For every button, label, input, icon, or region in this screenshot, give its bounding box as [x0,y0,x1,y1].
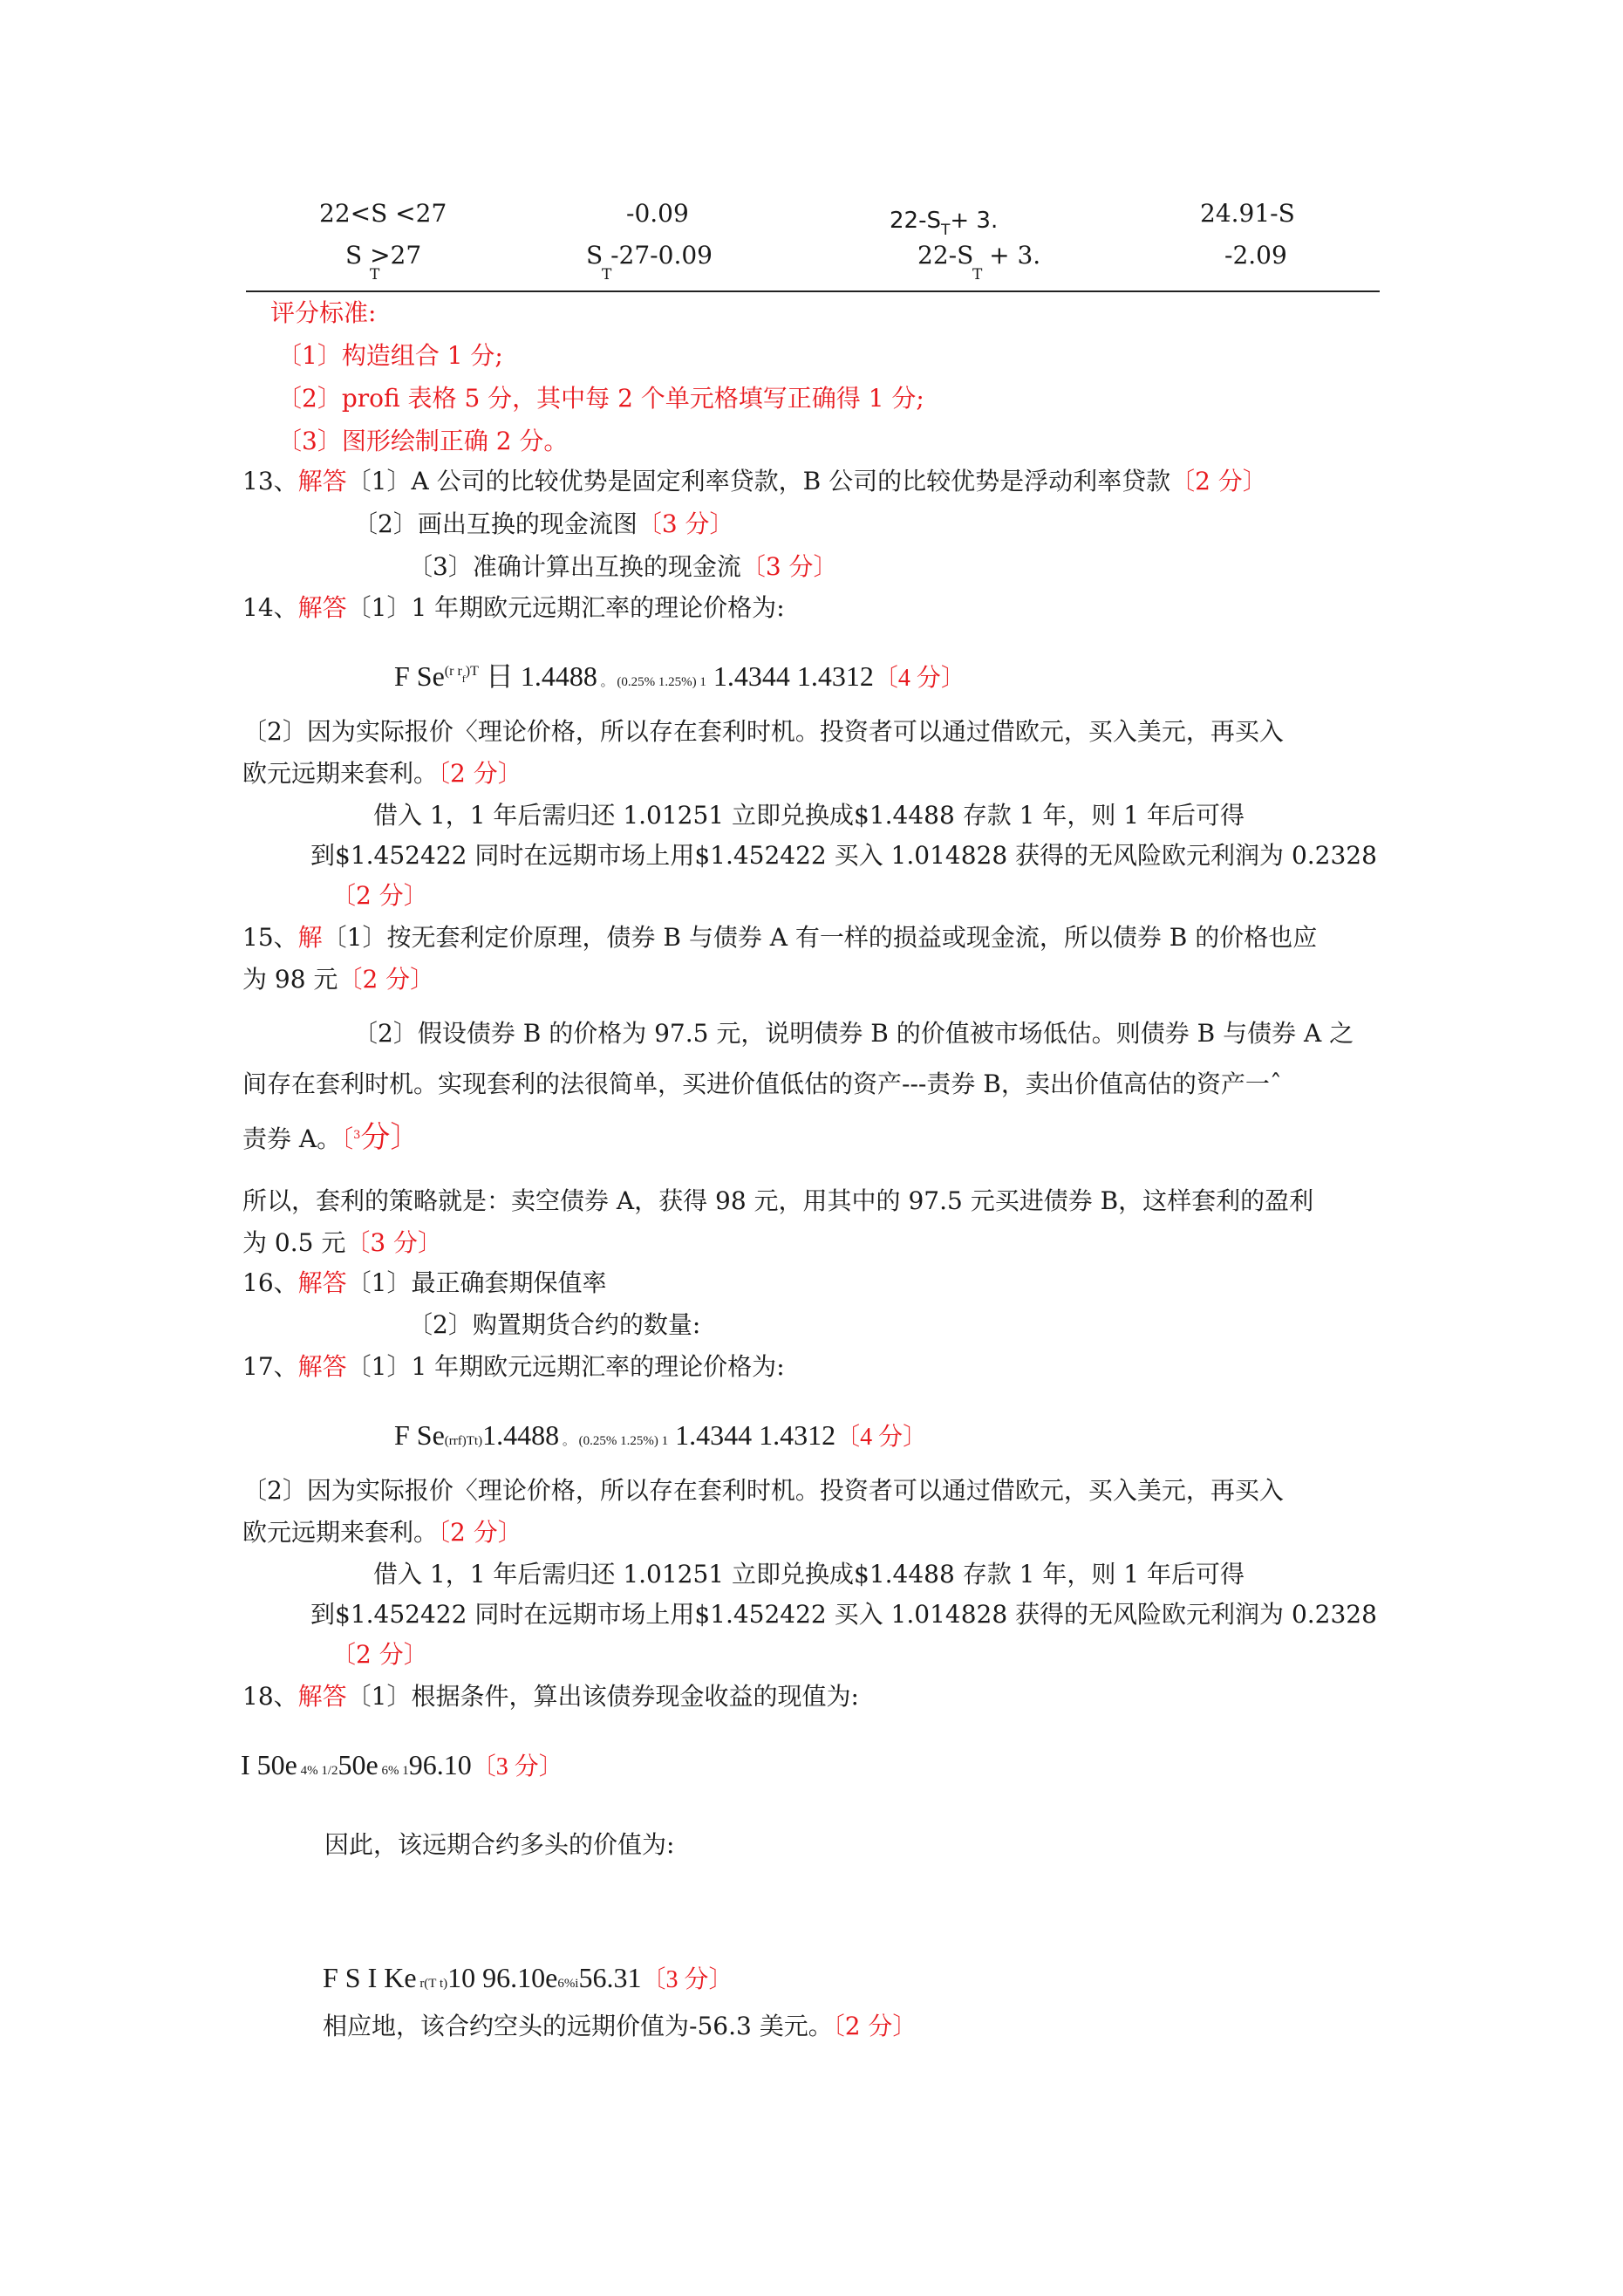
q17-para-2a: 〔2〕因为实际报价〈理论价格，所以存在套利时机。投资者可以通过借欧元，买入美元，再买入 [242,1476,1284,1505]
cell-value-2-4: -2.09 [1224,241,1287,270]
grading-title: 评分标准: [270,298,377,327]
q14-para-3: 借入 1，1 年后需归还 1.01251 立即兑换成$1.4488 存款 1 年，则 1 年后可得 [373,801,1245,830]
q15-line-2: 为 98 元〔2 分〕 [242,965,435,994]
cell-value-2-3-subscript: T [972,266,983,284]
q18-formula-2: F S I Ke r(T t)10 96.10e6%i56.31〔3 分〕 [323,1962,733,1993]
q15-para-2b: 间存在套利时机。实现套利的法很简单，买进价值低估的资产---责券 B，卖出价值高估的资产一ˆ [242,1069,1282,1098]
q18-formula-1: I 50e 4% 1/250e 6% 196.10〔3 分〕 [241,1749,563,1780]
q14-para-2a: 〔2〕因为实际报价〈理论价格，所以存在套利时机。投资者可以通过借欧元，买入美元，再买入 [242,717,1284,746]
cell-value-2-3: 22-S + 3. [917,241,1041,270]
q17-para-4-score: 〔2 分〕 [331,1640,428,1669]
cell-value-1-4: 24.91-S [1200,199,1295,228]
q13-line-3: 〔3〕准确计算出互换的现金流〔3 分〕 [408,552,838,581]
q17-para-4: 到$1.452422 同时在远期市场上用$1.452422 买入 1.014828 获得的无风险欧元利润为 0.2328 [310,1600,1377,1629]
q13-line-2: 〔2〕画出互换的现金流图〔3 分〕 [353,509,734,538]
q17-line-1: 17、解答〔1〕1 年期欧元远期汇率的理论价格为: [242,1352,785,1381]
q16-line-2: 〔2〕购置期货合约的数量: [408,1310,701,1339]
q15-para-3b: 为 0.5 元〔3 分〕 [242,1228,443,1257]
q15-para-2a: 〔2〕假设债券 B 的价格为 97.5 元，说明债券 B 的价值被市场低估。则债券 B 与债券 A 之 [353,1019,1354,1048]
q15-para-2c: 责券 A。〔$^3$分〕 [242,1120,420,1155]
table-bottom-rule [246,290,1380,292]
cell-range-2-subscript: T [370,266,380,284]
q17-para-2b: 欧元远期来套利。〔2 分〕 [242,1518,522,1547]
q14-para-2b: 欧元远期来套利。〔2 分〕 [242,759,522,788]
cell-value-2-2: S -27-0.09 [586,241,713,270]
grading-item-2: 〔2〕profi 表格 5 分，其中每 2 个单元格填写正确得 1 分; [277,384,924,413]
q14-formula: F $Se^{(r r}f^{)T}$ 日 1.4488 。 (0.25% 1.25%) 1 1.4344 1.4312〔4 分〕 [394,660,965,692]
q18-line-1: 18、解答〔1〕根据条件，算出该债券现金收益的现值为: [242,1682,859,1711]
cell-range-2: S >27 [345,241,422,270]
cell-value-2-2-subscript: T [602,266,612,284]
q13-line-1: 13、解答〔1〕A 公司的比较优势是固定利率贷款，B 公司的比较优势是浮动利率贷款〔2 分〕 [242,467,1267,495]
grading-item-1: 〔1〕构造组合 1 分; [277,341,503,370]
q18-para-3: 相应地，该合约空头的远期价值为-56.3 美元。〔2 分〕 [323,2012,917,2040]
q14-para-4: 到$1.452422 同时在远期市场上用$1.452422 买入 1.014828 获得的无风险欧元利润为 0.2328 [310,841,1377,870]
cell-value-1-2: -0.09 [626,199,689,228]
q14-line-1: 14、解答〔1〕1 年期欧元远期汇率的理论价格为: [242,593,785,622]
q16-line-1: 16、解答〔1〕最正确套期保值率 [242,1268,607,1297]
q15-para-3a: 所以，套利的策略就是：卖空债券 A，获得 98 元，用其中的 97.5 元买进债券 B，这样套利的盈利 [242,1186,1314,1215]
q17-para-3: 借入 1，1 年后需归还 1.01251 立即兑换成$1.4488 存款 1 年，则 1 年后可得 [373,1560,1245,1589]
cell-range-1: 22<S <27 [319,199,447,228]
q14-para-4-score: 〔2 分〕 [331,881,428,910]
cell-value-1-3: $22-S_T+ 3$. [890,208,999,239]
grading-item-3: 〔3〕图形绘制正确 2 分。 [277,427,569,455]
q18-para-2: 因此，该远期合约多头的价值为: [324,1830,675,1859]
q15-line-1: 15、解〔1〕按无套利定价原理，债券 B 与债券 A 有一样的损益或现金流，所以债券 B 的价格也应 [242,923,1318,952]
q17-formula: F Se(rrf)Tt)1.4488 。 (0.25% 1.25%) 1 1.4344 1.4312〔4 分〕 [394,1419,928,1451]
